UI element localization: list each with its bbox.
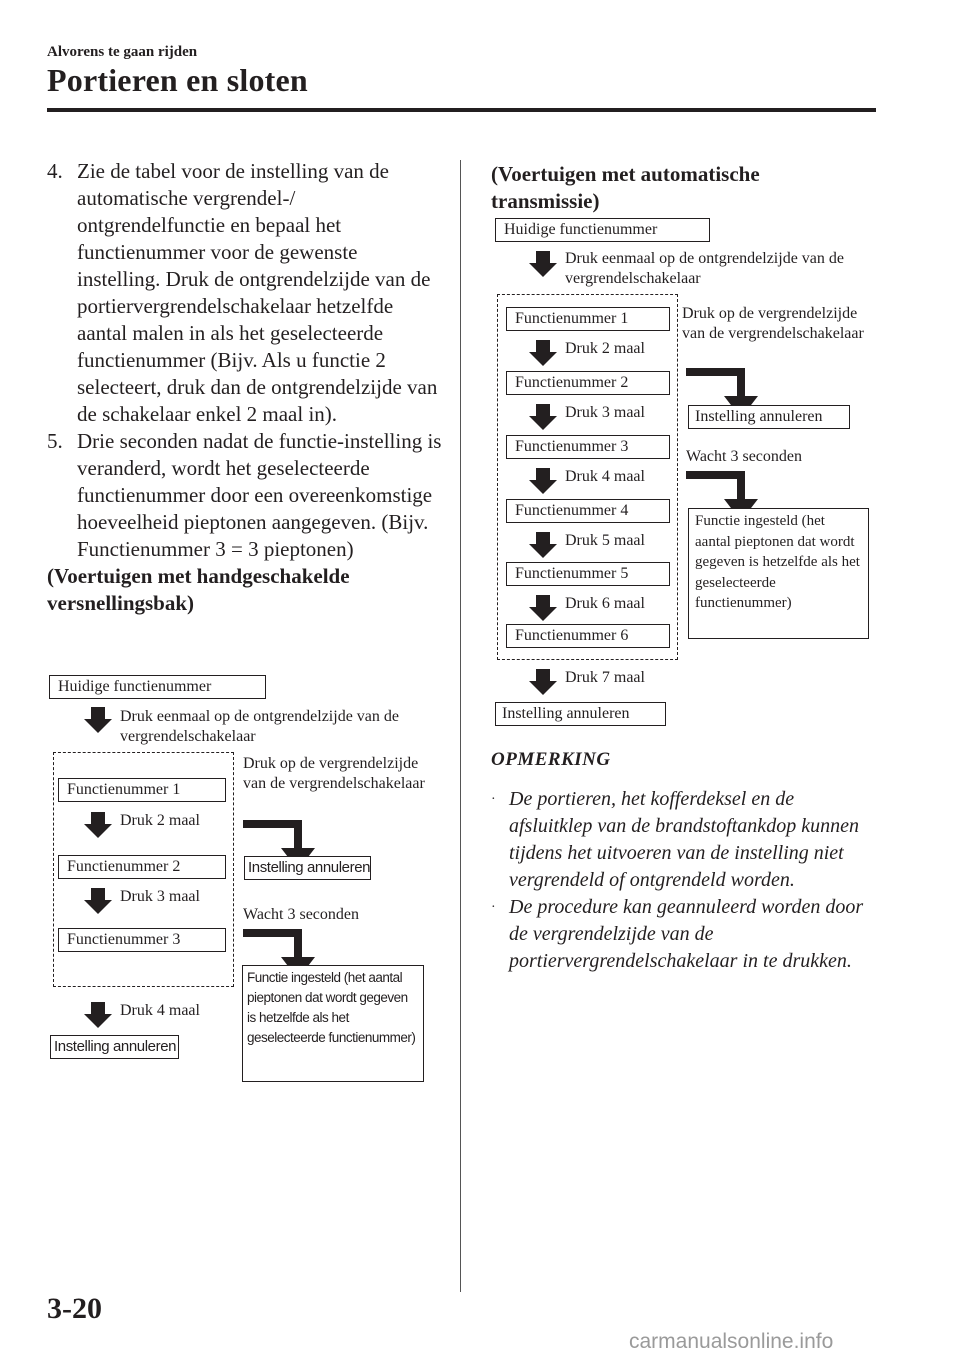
down-arrow-icon <box>84 707 112 733</box>
note-bullet-text: De procedure kan geannuleerd worden door de vergrendelzijde van de portiervergrendelschakelaar in te drukken. <box>509 896 864 972</box>
step-4 <box>47 158 442 428</box>
function-box-2: Functienummer 2 <box>58 855 226 879</box>
down-arrow-icon <box>529 404 557 430</box>
function-box-5: Functienummer 5 <box>506 562 670 586</box>
down-arrow-icon <box>84 1002 112 1028</box>
press-count-label: Druk 4 maal <box>565 468 645 485</box>
note-bullet <box>491 786 881 894</box>
current-function-box: Huidige functienummer <box>49 675 266 699</box>
function-box-2: Functienummer 2 <box>506 371 670 395</box>
step-5 <box>47 428 442 563</box>
down-arrow-icon <box>529 468 557 494</box>
step-text: Zie de tabel voor de instelling van de automatische vergrendel-/ ontgrendelfunctie en bepaal het functienummer voor de gewenste instelling. Druk de ontgrendelzijde van de portiervergrendelschakelaar hetzelfde aantal malen in als het geselecteerde functienummer (Bijv. Als u functie 2 selecteert, druk dan de ontgrendelzijde van de schakelaar enkel 2 maal in). <box>77 159 438 426</box>
function-box-1: Functienummer 1 <box>506 307 670 331</box>
cancel-setting-box: Instelling annuleren <box>495 702 666 726</box>
cancel-setting-box: Instelling annuleren <box>50 1035 179 1059</box>
bullet-dot-icon: · <box>491 792 496 807</box>
down-arrow-icon <box>529 251 557 277</box>
down-arrow-icon <box>84 812 112 838</box>
function-box-6: Functienummer 6 <box>506 624 670 648</box>
down-arrow-icon <box>529 595 557 621</box>
function-box-3: Functienummer 3 <box>506 435 670 459</box>
press-count-label: Druk 4 maal <box>120 1002 200 1019</box>
note-bullet <box>491 894 881 975</box>
down-arrow-icon <box>529 532 557 558</box>
down-arrow-icon <box>529 669 557 695</box>
header-rule <box>47 108 876 112</box>
press-count-label: Druk 3 maal <box>565 404 645 421</box>
function-set-box: Functie ingesteld (het aantal pieptonen dat wordt gegeven is hetzelfde als het geselecteerde functienummer) <box>688 508 869 639</box>
press-count-label: Druk 2 maal <box>565 340 645 357</box>
press-count-label: Druk 6 maal <box>565 595 645 612</box>
step-number: 4. <box>47 159 63 183</box>
section-label: Alvorens te gaan rijden <box>47 44 198 60</box>
automatic-heading: (Voertuigen met automatische transmissie) <box>491 162 760 213</box>
down-arrow-icon <box>529 340 557 366</box>
press-count-label: Druk 2 maal <box>120 812 200 829</box>
press-once-text: Druk eenmaal op de ontgrendelzijde van de vergrendelschakelaar <box>120 708 399 745</box>
press-lock-side-label: Druk op de vergrendelzijde van de vergrendelschakelaar <box>243 755 425 792</box>
step-number: 5. <box>47 429 63 453</box>
step-text: Drie seconden nadat de functie-instelling is veranderd, wordt het geselecteerde functienummer door een overeenkomstige hoeveelheid pieptonen aangegeven. (Bijv. Functienummer 3 = 3 pieptonen) <box>77 429 442 561</box>
bullet-dot-icon: · <box>491 900 496 915</box>
press-count-label: Druk 5 maal <box>565 532 645 549</box>
wait-label: Wacht 3 seconden <box>686 448 802 465</box>
watermark: carmanualsonline.info <box>629 1330 834 1353</box>
down-arrow-icon <box>84 888 112 914</box>
press-count-label: Druk 7 maal <box>565 669 645 686</box>
instruction-steps <box>47 158 442 617</box>
cancel-setting-side-box: Instelling annuleren <box>244 856 371 880</box>
wait-label: Wacht 3 seconden <box>243 906 359 923</box>
function-set-box: Functie ingesteld (het aantal pieptonen dat wordt gegeven is hetzelfde als het geselecteerde functienummer) <box>242 965 424 1082</box>
current-function-box: Huidige functienummer <box>495 218 710 242</box>
press-lock-side-label: Druk op de vergrendelzijde van de vergrendelschakelaar <box>682 305 864 342</box>
cancel-setting-side-box: Instelling annuleren <box>688 405 850 429</box>
column-divider <box>460 160 461 1292</box>
press-count-label: Druk 3 maal <box>120 888 200 905</box>
function-box-4: Functienummer 4 <box>506 499 670 523</box>
function-box-3: Functienummer 3 <box>58 928 226 952</box>
press-once-label <box>120 707 420 747</box>
note-bullets <box>491 786 881 975</box>
function-box-1: Functienummer 1 <box>58 778 226 802</box>
page-title: Portieren en sloten <box>47 62 308 98</box>
press-once-label: Druk eenmaal op de ontgrendelzijde van de vergrendelschakelaar <box>565 250 844 287</box>
page-number: 3-20 <box>47 1292 102 1325</box>
note-bullet-text: De portieren, het kofferdeksel en de afsluitklep van de brandstoftankdop kunnen tijdens het uitvoeren van de instelling niet vergrendeld of ontgrendeld worden. <box>509 788 859 891</box>
note-title: OPMERKING <box>491 749 611 770</box>
manual-heading: (Voertuigen met handgeschakelde versnellingsbak) <box>47 564 350 615</box>
